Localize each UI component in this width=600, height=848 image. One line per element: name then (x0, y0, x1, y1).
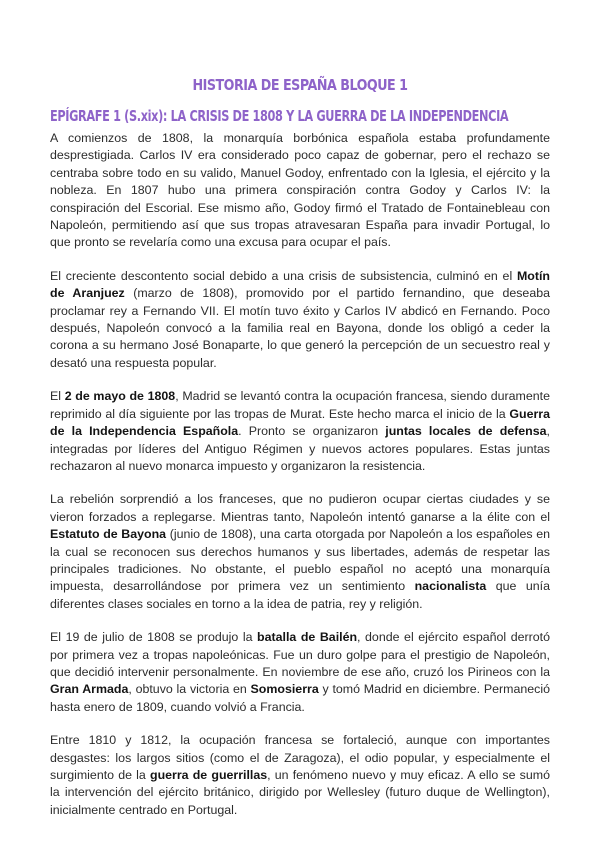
text-run: El creciente descontento social debido a una crisis de subsistencia, culminó en el (50, 268, 517, 283)
bold-term-guerra-independencia: Guerra de la Independencia Española (50, 406, 550, 439)
bold-term-estatuto-bayona: Estatuto de Bayona (50, 527, 167, 542)
bold-term-nacionalista: nacionalista (414, 579, 487, 594)
text-run: , donde el ejército español derrotó por primera vez a tropas napoleónicas. Fue un duro golpe para el prestigio de Napoleón, que decidió intervenir personalmente. En noviembre de ese año, cruzó los Pirineos con la (50, 630, 550, 679)
text-run: (marzo de 1808), promovido por el partido fernandino, que deseaba proclamar rey a Fernando VII. El motín tuvo éxito y Carlos IV abdicó en Fernando. Poco después, Napoleón convocó a la familia real en Bayona, donde los obligó a ceder la corona a su hermano José Bonaparte, lo que generó la percepción de un secuestro real y desató una respuesta popular. (50, 286, 550, 370)
text-run: Entre 1810 y 1812, la ocupación francesa se fortaleció, aunque con importantes desgastes: los largos sitios (como el de Zaragoza), el odio popular, y especialmente el surgimiento de la (50, 733, 550, 782)
bold-term-somosierra: Somosierra (250, 682, 319, 697)
text-run: , Madrid se levantó contra la ocupación francesa, siendo duramente reprimido al día siguiente por las tropas de Murat. Este hecho marca el inicio de la (50, 389, 550, 421)
text-run: , obtuvo la victoria en (128, 682, 251, 697)
paragraph-5 (50, 629, 550, 716)
text-run: El 19 de julio de 1808 se produjo la (50, 630, 258, 645)
text-run: . Pronto se organizaron (238, 424, 386, 439)
text-run: (junio de 1808), una carta otorgada por Napoleón a los españoles en la cual se reconocen sus derechos humanos y sus libertades, además de respetar las principales tradiciones. No obstante, el pueblo español no aceptó una monarquía impuesta, desarrollándose por primera vez un sentimiento (50, 527, 551, 594)
text-run: , un fenómeno nuevo y muy eficaz. A ello se sumó la intervención del ejército británico, dirigido por Wellesley (futuro duque de Wellington), inicialmente centrado en Portugal. (50, 768, 550, 817)
text-run: El (50, 389, 65, 404)
text-run: y tomó Madrid en diciembre. Permaneció hasta enero de 1809, cuando volvió a Francia. (50, 682, 551, 714)
paragraph-6 (50, 732, 550, 819)
paragraph-3 (50, 388, 550, 475)
text-run: La rebelión sorprendió a los franceses, que no pudieron ocupar ciertas ciudades y se vieron forzados a replegarse. Mientras tanto, Napoleón intentó ganarse a la élite con el (50, 492, 550, 524)
section-heading: EPÍGRAFE 1 (S.xix): LA CRISIS DE 1808 Y LA GUERRA DE LA INDEPENDENCIA (50, 107, 509, 125)
text-run: que unía diferentes clases sociales en torno a la idea de patria, rey y religión. (50, 579, 550, 611)
text-run: , integradas por líderes del Antiguo Régimen y nuevos actores populares. Estas juntas rechazaron al nuevo monarca impuesto y organizaron la resistencia. (50, 424, 550, 473)
bold-term-2-de-mayo: 2 de mayo de 1808 (64, 389, 176, 404)
bold-term-batalla-bailen: batalla de Bailén (257, 630, 358, 645)
bold-term-juntas-locales: juntas locales de defensa (385, 424, 547, 439)
document-title: HISTORIA DE ESPAÑA BLOQUE 1 (192, 76, 408, 94)
paragraph-2 (50, 268, 550, 372)
paragraph-1 (50, 130, 550, 252)
document-body (50, 130, 550, 835)
bold-term-gran-armada: Gran Armada (50, 682, 129, 697)
paragraph-4 (50, 491, 550, 613)
text-run: A comienzos de 1808, la monarquía borbónica española estaba profundamente desprestigiada. Carlos IV era considerado poco capaz de gobernar, pero el rechazo se centraba sobre todo en su valido, Manuel Godoy, enfrentado con la Iglesia, el ejército y la nobleza. En 1807 hubo una primera conspiración contra Godoy y Carlos IV: la conspiración del Escorial. Ese mismo año, Godoy firmó el Tratado de Fontainebleau con Napoleón, permitiendo así que sus tropas atravesaran España para invadir Portugal, lo que pronto se revelaría como una excusa para ocupar el país. (50, 131, 550, 250)
bold-term-guerra-guerrillas: guerra de guerrillas (150, 768, 268, 782)
bold-term-motin-de-aranjuez: Motín de Aranjuez (50, 268, 550, 301)
